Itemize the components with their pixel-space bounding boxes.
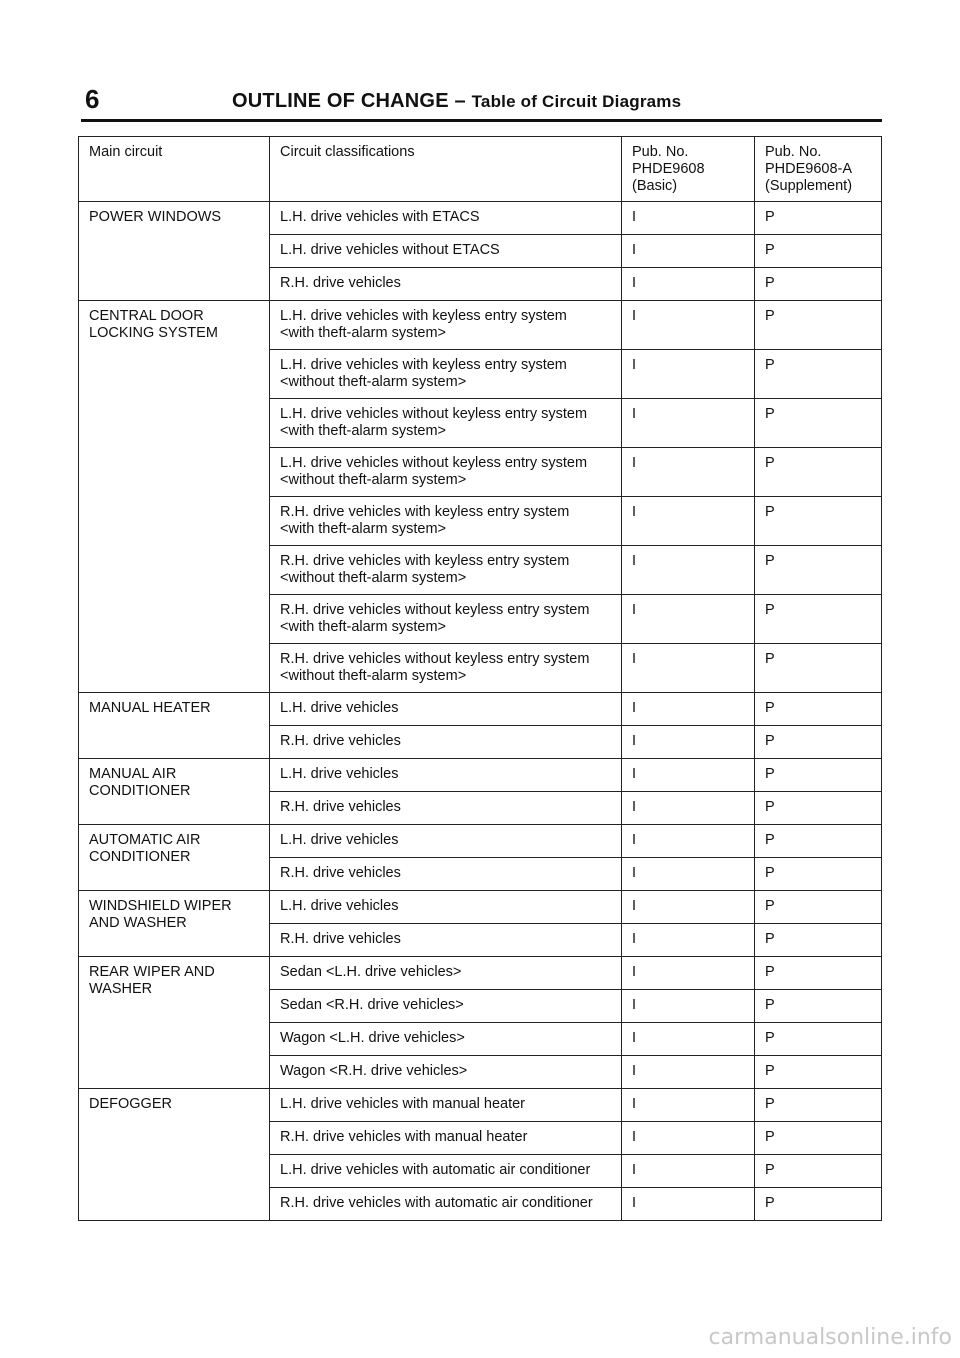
classification-cell — [270, 693, 622, 726]
basic-pub-cell: I — [622, 546, 755, 595]
supplement-pub-number: PHDE9608-A — [765, 161, 853, 177]
basic-pub-cell: I — [622, 301, 755, 350]
main-circuit-cell — [79, 825, 270, 891]
classification-cell — [270, 924, 622, 957]
classification-line: L.H. drive vehicles without keyless entry system — [280, 455, 588, 471]
classification-cell — [270, 858, 622, 891]
classification-cell — [270, 792, 622, 825]
page-title — [232, 90, 681, 113]
supplement-pub-type: (Supplement) — [765, 178, 853, 194]
classification-line: R.H. drive vehicles with automatic air conditioner — [280, 1195, 593, 1211]
classification-cell — [270, 235, 622, 268]
main-circuit-label: MANUAL AIR — [89, 766, 177, 782]
supplement-pub-cell: P — [755, 693, 882, 726]
classification-line: R.H. drive vehicles — [280, 275, 401, 291]
classification-condition: <without theft-alarm system> — [280, 472, 467, 488]
page-subtitle: Table of Circuit Diagrams — [471, 92, 682, 111]
classification-cell — [270, 759, 622, 792]
classification-condition: <with theft-alarm system> — [280, 521, 446, 537]
table-row — [79, 202, 882, 235]
classification-line: L.H. drive vehicles with keyless entry system — [280, 308, 567, 324]
classification-condition: <without theft-alarm system> — [280, 570, 467, 586]
classification-line: R.H. drive vehicles without keyless entry system — [280, 651, 590, 667]
classification-line: R.H. drive vehicles — [280, 931, 401, 947]
main-circuit-cell — [79, 759, 270, 825]
main-circuit-cell — [79, 957, 270, 1089]
supplement-pub-label: Pub. No. — [765, 144, 822, 160]
table-header-row — [79, 137, 882, 202]
main-circuit-label: AND WASHER — [89, 915, 187, 931]
classification-condition: <with theft-alarm system> — [280, 619, 446, 635]
classification-line: R.H. drive vehicles with manual heater — [280, 1129, 528, 1145]
supplement-pub-cell: P — [755, 726, 882, 759]
basic-pub-cell: I — [622, 792, 755, 825]
supplement-pub-cell: P — [755, 399, 882, 448]
basic-pub-cell: I — [622, 1188, 755, 1221]
classification-line: R.H. drive vehicles with keyless entry system — [280, 504, 570, 520]
classification-cell — [270, 1188, 622, 1221]
classification-line: Wagon <R.H. drive vehicles> — [280, 1063, 468, 1079]
classification-cell — [270, 1089, 622, 1122]
table-row — [79, 825, 882, 858]
classification-cell — [270, 1155, 622, 1188]
page-number: 6 — [85, 84, 100, 114]
supplement-pub-cell: P — [755, 891, 882, 924]
main-circuit-label: WASHER — [89, 981, 153, 997]
main-circuit-label: WINDSHIELD WIPER — [89, 898, 232, 914]
supplement-pub-cell: P — [755, 1155, 882, 1188]
classification-cell — [270, 595, 622, 644]
classification-cell — [270, 497, 622, 546]
classification-cell — [270, 1023, 622, 1056]
basic-pub-number: PHDE9608 — [632, 161, 705, 177]
supplement-pub-cell: P — [755, 301, 882, 350]
basic-pub-cell: I — [622, 268, 755, 301]
supplement-pub-cell: P — [755, 825, 882, 858]
header-rule — [81, 119, 882, 122]
main-circuit-cell — [79, 891, 270, 957]
column-header-supplement — [755, 137, 882, 202]
watermark: carmanualsonline.info — [708, 1325, 952, 1350]
supplement-pub-cell: P — [755, 350, 882, 399]
basic-pub-cell: I — [622, 399, 755, 448]
supplement-pub-cell: P — [755, 1023, 882, 1056]
supplement-pub-cell: P — [755, 202, 882, 235]
column-header-main: Main circuit — [79, 137, 270, 202]
main-circuit-label: CONDITIONER — [89, 783, 191, 799]
page-title-main: OUTLINE OF CHANGE — [232, 90, 449, 112]
main-circuit-label: CONDITIONER — [89, 849, 191, 865]
classification-line: L.H. drive vehicles with manual heater — [280, 1096, 526, 1112]
column-header-classification: Circuit classifications — [270, 137, 622, 202]
supplement-pub-cell: P — [755, 497, 882, 546]
basic-pub-cell: I — [622, 644, 755, 693]
classification-line: L.H. drive vehicles — [280, 898, 399, 914]
classification-cell — [270, 957, 622, 990]
table-row — [79, 759, 882, 792]
supplement-pub-cell: P — [755, 759, 882, 792]
classification-line: Sedan <R.H. drive vehicles> — [280, 997, 464, 1013]
basic-pub-cell: I — [622, 825, 755, 858]
classification-line: L.H. drive vehicles without ETACS — [280, 242, 500, 258]
basic-pub-cell: I — [622, 1155, 755, 1188]
classification-line: L.H. drive vehicles with ETACS — [280, 209, 480, 225]
classification-cell — [270, 825, 622, 858]
basic-pub-type: (Basic) — [632, 178, 678, 194]
basic-pub-cell: I — [622, 1056, 755, 1089]
column-header-basic — [622, 137, 755, 202]
table-row — [79, 891, 882, 924]
supplement-pub-cell: P — [755, 858, 882, 891]
table-row — [79, 693, 882, 726]
classification-line: R.H. drive vehicles with keyless entry system — [280, 553, 570, 569]
basic-pub-cell: I — [622, 235, 755, 268]
classification-condition: <without theft-alarm system> — [280, 668, 467, 684]
classification-line: L.H. drive vehicles without keyless entry system — [280, 406, 588, 422]
main-circuit-label: POWER WINDOWS — [89, 209, 222, 225]
classification-cell — [270, 399, 622, 448]
supplement-pub-cell: P — [755, 990, 882, 1023]
classification-condition: <with theft-alarm system> — [280, 423, 446, 439]
supplement-pub-cell: P — [755, 1056, 882, 1089]
main-circuit-label: LOCKING SYSTEM — [89, 325, 218, 341]
basic-pub-cell: I — [622, 957, 755, 990]
main-circuit-cell — [79, 693, 270, 759]
basic-pub-cell: I — [622, 595, 755, 644]
supplement-pub-cell: P — [755, 595, 882, 644]
table-row — [79, 957, 882, 990]
main-circuit-label: CENTRAL DOOR — [89, 308, 204, 324]
main-circuit-cell — [79, 1089, 270, 1221]
classification-cell — [270, 990, 622, 1023]
main-circuit-cell — [79, 301, 270, 693]
table-body — [79, 202, 882, 1221]
supplement-pub-cell: P — [755, 957, 882, 990]
supplement-pub-cell: P — [755, 1188, 882, 1221]
classification-line: R.H. drive vehicles — [280, 733, 401, 749]
supplement-pub-cell: P — [755, 924, 882, 957]
supplement-pub-cell: P — [755, 448, 882, 497]
supplement-pub-cell: P — [755, 1089, 882, 1122]
title-separator: – — [454, 90, 466, 112]
classification-cell — [270, 301, 622, 350]
basic-pub-cell: I — [622, 759, 755, 792]
classification-line: L.H. drive vehicles — [280, 700, 399, 716]
classification-cell — [270, 546, 622, 595]
classification-cell — [270, 350, 622, 399]
classification-line: L.H. drive vehicles with automatic air conditioner — [280, 1162, 591, 1178]
supplement-pub-cell: P — [755, 792, 882, 825]
table-row — [79, 1089, 882, 1122]
basic-pub-cell: I — [622, 858, 755, 891]
basic-pub-cell: I — [622, 891, 755, 924]
classification-cell — [270, 891, 622, 924]
classification-line: Wagon <L.H. drive vehicles> — [280, 1030, 465, 1046]
classification-cell — [270, 268, 622, 301]
basic-pub-cell: I — [622, 924, 755, 957]
classification-condition: <with theft-alarm system> — [280, 325, 446, 341]
basic-pub-cell: I — [622, 497, 755, 546]
basic-pub-cell: I — [622, 726, 755, 759]
classification-cell — [270, 448, 622, 497]
supplement-pub-cell: P — [755, 235, 882, 268]
classification-cell — [270, 644, 622, 693]
main-circuit-label: AUTOMATIC AIR — [89, 832, 201, 848]
classification-condition: <without theft-alarm system> — [280, 374, 467, 390]
classification-cell — [270, 726, 622, 759]
supplement-pub-cell: P — [755, 268, 882, 301]
classification-line: L.H. drive vehicles with keyless entry system — [280, 357, 567, 373]
classification-cell — [270, 202, 622, 235]
classification-cell — [270, 1056, 622, 1089]
main-circuit-label: MANUAL HEATER — [89, 700, 211, 716]
main-circuit-label: REAR WIPER AND — [89, 964, 215, 980]
basic-pub-cell: I — [622, 1122, 755, 1155]
main-circuit-label: DEFOGGER — [89, 1096, 172, 1112]
basic-pub-cell: I — [622, 350, 755, 399]
table-row — [79, 301, 882, 350]
main-circuit-cell — [79, 202, 270, 301]
basic-pub-cell: I — [622, 1089, 755, 1122]
basic-pub-cell: I — [622, 202, 755, 235]
basic-pub-cell: I — [622, 448, 755, 497]
basic-pub-label: Pub. No. — [632, 144, 689, 160]
basic-pub-cell: I — [622, 990, 755, 1023]
classification-line: R.H. drive vehicles — [280, 865, 401, 881]
circuit-diagram-table — [78, 136, 882, 1221]
page-header — [85, 84, 885, 120]
supplement-pub-cell: P — [755, 1122, 882, 1155]
classification-line: L.H. drive vehicles — [280, 766, 399, 782]
classification-cell — [270, 1122, 622, 1155]
supplement-pub-cell: P — [755, 546, 882, 595]
classification-line: Sedan <L.H. drive vehicles> — [280, 964, 462, 980]
basic-pub-cell: I — [622, 693, 755, 726]
basic-pub-cell: I — [622, 1023, 755, 1056]
classification-line: R.H. drive vehicles — [280, 799, 401, 815]
classification-line: L.H. drive vehicles — [280, 832, 399, 848]
supplement-pub-cell: P — [755, 644, 882, 693]
classification-line: R.H. drive vehicles without keyless entry system — [280, 602, 590, 618]
